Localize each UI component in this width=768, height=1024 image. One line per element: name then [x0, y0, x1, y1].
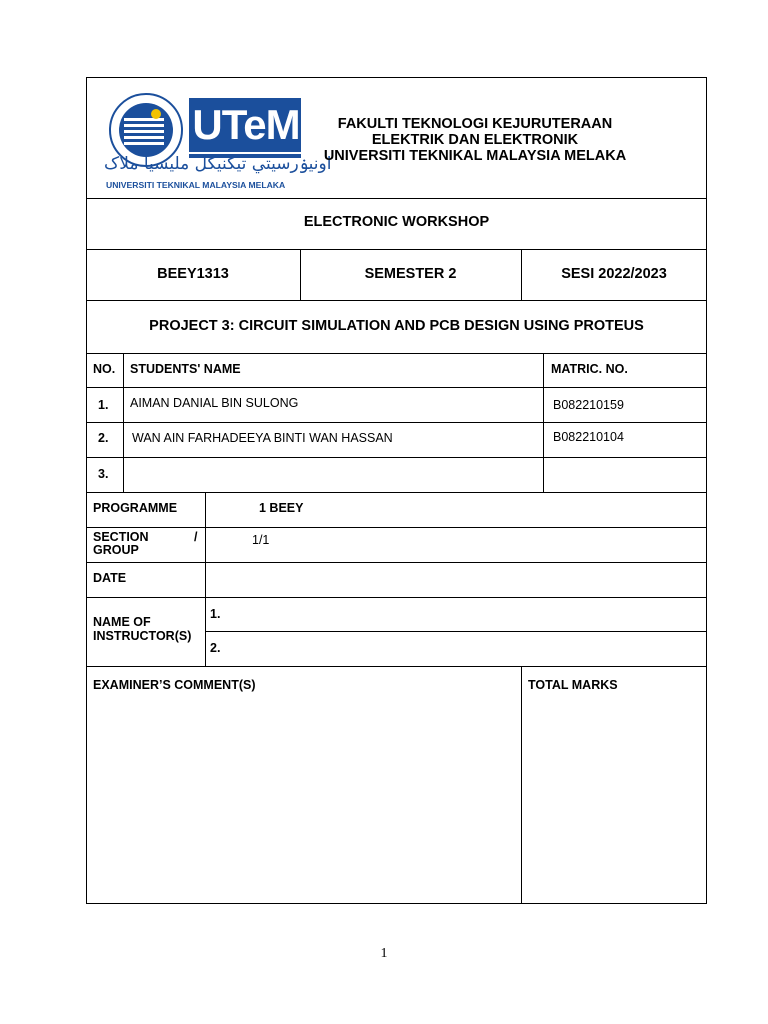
faculty-line-2: ELEKTRIK DAN ELEKTRONIK	[371, 132, 579, 148]
utem-logo-text: UTeM	[192, 101, 300, 148]
instructor-label: NAME OF	[93, 615, 151, 629]
total-marks-label: TOTAL MARKS	[528, 678, 618, 692]
divider	[521, 666, 522, 904]
row-number: 1.	[98, 398, 109, 412]
divider	[86, 387, 707, 388]
col-header-name: STUDENTS' NAME	[130, 362, 241, 376]
faculty-line-1: FAKULTI TEKNOLOGI KEJURUTERAAN	[337, 116, 613, 132]
section-label: SECTION	[93, 530, 149, 544]
row-number: 2.	[98, 431, 109, 445]
row-number: 3.	[98, 467, 109, 481]
divider	[86, 562, 707, 563]
course-name: ELECTRONIC WORKSHOP	[303, 214, 490, 230]
divider	[86, 527, 707, 528]
faculty-title	[300, 116, 650, 164]
col-header-no: NO.	[93, 362, 116, 376]
divider	[86, 492, 707, 493]
instructor-label: INSTRUCTOR(S)	[93, 629, 192, 643]
divider	[205, 631, 707, 632]
session: SESI 2022/2023	[561, 266, 667, 282]
student-name: WAN AIN FARHADEEYA BINTI WAN HASSAN	[132, 431, 393, 445]
divider	[86, 457, 707, 458]
faculty-line-3: UNIVERSITI TEKNIKAL MALAYSIA MELAKA	[323, 148, 627, 164]
divider	[86, 353, 707, 354]
instructor-1: 1.	[210, 607, 221, 621]
utem-logo	[104, 92, 332, 194]
divider	[86, 666, 707, 667]
divider	[205, 492, 206, 666]
divider	[86, 300, 707, 301]
course-code: BEEY1313	[157, 266, 229, 282]
project-title: PROJECT 3: CIRCUIT SIMULATION AND PCB DESIGN USING PROTEUS	[149, 318, 644, 334]
section-slash: /	[194, 530, 198, 544]
student-matric: B082210159	[553, 398, 624, 412]
divider	[86, 597, 707, 598]
date-label: DATE	[93, 571, 127, 585]
student-matric: B082210104	[553, 430, 624, 444]
instructor-2: 2.	[210, 641, 221, 655]
section-value: 1/1	[252, 533, 270, 547]
utem-jawi-text: اونيۏرسيتي تيکنيکل مليسيا ملاک	[104, 154, 332, 174]
programme-value: 1 BEEY	[259, 501, 304, 515]
page-number: 1	[380, 946, 388, 961]
utem-university-text: UNIVERSITI TEKNIKAL MALAYSIA MELAKA	[106, 180, 286, 190]
semester: SEMESTER 2	[364, 266, 457, 282]
col-header-matric: MATRIC. NO.	[551, 362, 628, 376]
form-frame	[86, 77, 707, 904]
group-label: GROUP	[93, 543, 139, 557]
divider	[86, 422, 707, 423]
divider	[86, 198, 707, 199]
examiner-comment-label: EXAMINER’S COMMENT(S)	[93, 678, 256, 692]
divider	[86, 249, 707, 250]
programme-label: PROGRAMME	[93, 501, 178, 515]
student-name: AIMAN DANIAL BIN SULONG	[130, 396, 299, 410]
